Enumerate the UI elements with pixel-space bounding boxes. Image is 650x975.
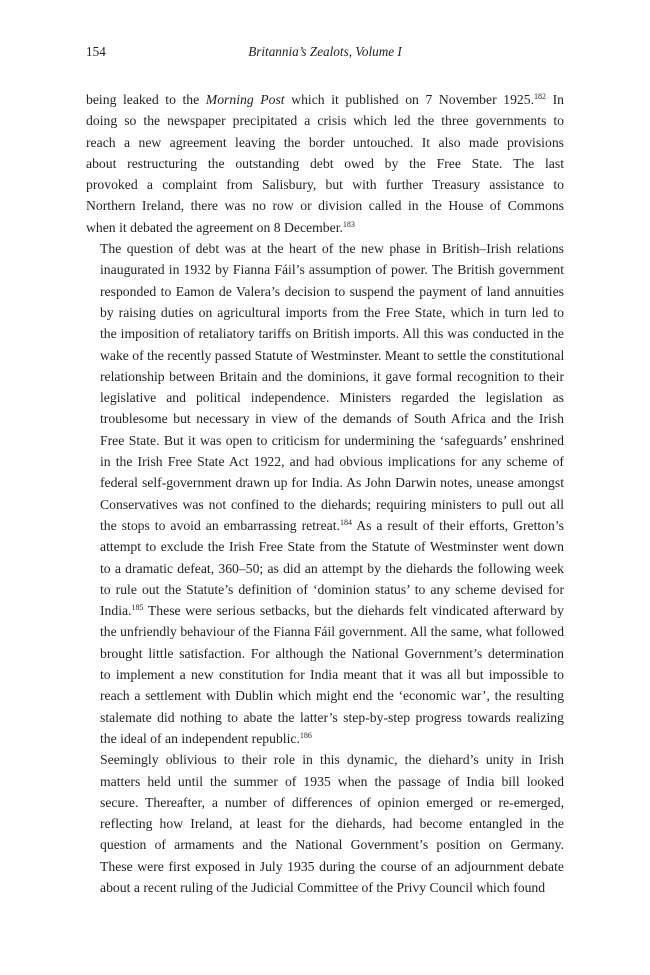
footnote-marker: 182 — [534, 92, 547, 101]
text-line — [86, 600, 564, 621]
text-run: reach a settlement with Dublin which might end the ‘economic war’, the resulting — [100, 688, 564, 704]
text-line — [86, 579, 564, 600]
text-run: wake of the recently passed Statute of Westminster. Meant to settle the constitutional — [100, 347, 565, 363]
text-run: about restructuring the outstanding debt owed by the Free State. The last — [86, 155, 564, 171]
text-line — [86, 387, 564, 408]
running-header — [86, 44, 564, 64]
text-run: Conservatives was not confined to the diehards; requiring ministers to pull out all — [100, 496, 564, 512]
text-line — [86, 281, 564, 302]
text-run: reach a new agreement leaving the border untouched. It also made provisions — [86, 134, 564, 150]
text-line — [86, 771, 564, 792]
text-line — [86, 685, 564, 706]
text-run: brought little satisfaction. For although the National Government’s determination — [100, 645, 564, 661]
text-run: about a recent ruling of the Judicial Committee of the Privy Council which found — [100, 879, 546, 895]
text-line — [86, 536, 564, 557]
text-line — [86, 408, 564, 429]
text-run: provoked a complaint from Salisbury, but with further Treasury assistance to — [86, 177, 564, 193]
text-line — [86, 728, 564, 749]
text-line — [86, 238, 564, 259]
text-line — [86, 366, 564, 387]
text-run: which it published on 7 November 1925. — [284, 92, 535, 107]
text-run: in the Irish Free State Act 1922, and had obvious implications for any scheme of — [100, 454, 564, 470]
text-line — [86, 174, 564, 195]
text-line — [86, 792, 564, 813]
text-run: As a result of their efforts, Gretton’s — [351, 517, 565, 533]
text-run: the stops to avoid an embarrassing retreat. — [100, 517, 340, 533]
text-line — [86, 345, 564, 366]
footnote-marker: 183 — [342, 219, 355, 229]
text-run: inaugurated in 1932 by Fianna Fáil’s assumption of power. The British government — [100, 262, 564, 278]
text-run: to implement a new constitution for India meant that it was all but impossible to — [100, 667, 564, 683]
text-run: legislative and political independence. Ministers regarded the legislation as — [100, 390, 564, 406]
text-line — [86, 302, 564, 323]
text-line — [86, 217, 564, 238]
text-run: attempt to exclude the Irish Free State from the Statute of Westminster went down — [100, 539, 564, 555]
text-line — [86, 89, 564, 110]
text-line — [86, 856, 564, 877]
paragraph — [86, 89, 564, 238]
text-run: In — [546, 92, 565, 107]
text-line — [86, 664, 564, 685]
text-line — [86, 643, 564, 664]
text-run: Free State. But it was open to criticism for undermining the ‘safeguards’ enshrined — [100, 432, 564, 448]
text-line — [86, 132, 564, 153]
text-run: the ideal of an independent republic. — [100, 730, 300, 746]
text-run: Northern Ireland, there was no row or division called in the House of Commons — [86, 198, 564, 214]
text-run: federal self-government drawn up for India. As John Darwin notes, unease amongst — [100, 475, 564, 491]
text-line — [86, 259, 564, 280]
body-text — [86, 89, 564, 898]
text-run: reflecting how Ireland, at least for the diehards, had become entangled in the — [100, 816, 564, 832]
paragraph — [86, 749, 564, 898]
text-run: secure. Thereafter, a number of differences of opinion emerged or re-emerged, — [100, 794, 564, 810]
footnote-marker: 185 — [131, 603, 144, 613]
text-run: The question of debt was at the heart of the new phase in British–Irish relations — [100, 241, 564, 257]
text-run: when it debated the agreement on 8 December. — [86, 219, 343, 235]
text-line — [86, 707, 564, 728]
text-line — [86, 323, 564, 344]
text-line — [86, 834, 564, 855]
text-run: relationship between Britain and the dominions, it gave formal recognition to their — [100, 368, 564, 384]
text-line — [86, 110, 564, 131]
text-run: These were first exposed in July 1935 during the course of an adjournment debate — [100, 858, 564, 874]
text-line — [86, 153, 564, 174]
text-run: to rule out the Statute’s definition of ‘dominion status’ to any scheme devised for — [100, 581, 564, 597]
text-run: to a dramatic defeat, 360–50; as did an attempt by the diehards the following week — [100, 560, 564, 576]
text-line — [86, 494, 564, 515]
text-line — [86, 749, 564, 770]
footnote-marker: 184 — [339, 517, 352, 527]
page-number: 154 — [86, 44, 106, 59]
text-run: the imposition of retaliatory tariffs on British imports. All this was conducted in the — [100, 326, 564, 342]
running-title: Britannia’s Zealots, Volume I — [248, 44, 402, 59]
text-run: Seemingly oblivious to their role in this dynamic, the diehard’s unity in Irish — [100, 752, 564, 768]
text-line — [86, 621, 564, 642]
text-line — [86, 877, 564, 898]
text-line — [86, 813, 564, 834]
text-run: troublesome but necessary in view of the demands of South Africa and the Irish — [100, 411, 564, 427]
text-run: doing so the newspaper precipitated a crisis which led the three governments to — [86, 113, 564, 129]
text-line — [86, 451, 564, 472]
text-run: stalemate did nothing to abate the latter’s step-by-step progress towards realizing — [100, 709, 564, 725]
paragraph — [86, 238, 564, 749]
text-run: being leaked to the — [86, 92, 206, 107]
text-line — [86, 515, 564, 536]
text-line — [86, 472, 564, 493]
text-run: India. — [100, 603, 132, 619]
text-line — [86, 430, 564, 451]
text-run: the unfriendly behaviour of the Fianna Fáil government. All the same, what followed — [100, 624, 564, 640]
text-run: These were serious setbacks, but the diehards felt vindicated afterward by — [143, 603, 564, 619]
text-run: question of armaments and the National Government’s position on Germany. — [100, 837, 564, 853]
text-run: by raising duties on agricultural imports from the Free State, which in turn led to — [100, 304, 564, 320]
italic-text: Morning Post — [205, 92, 285, 107]
text-run: matters held until the summer of 1935 when the passage of India bill looked — [100, 773, 564, 789]
footnote-marker: 186 — [299, 730, 312, 740]
text-run: responded to Eamon de Valera’s decision to suspend the payment of land annuities — [100, 283, 564, 299]
text-line — [86, 558, 564, 579]
text-line — [86, 195, 564, 216]
